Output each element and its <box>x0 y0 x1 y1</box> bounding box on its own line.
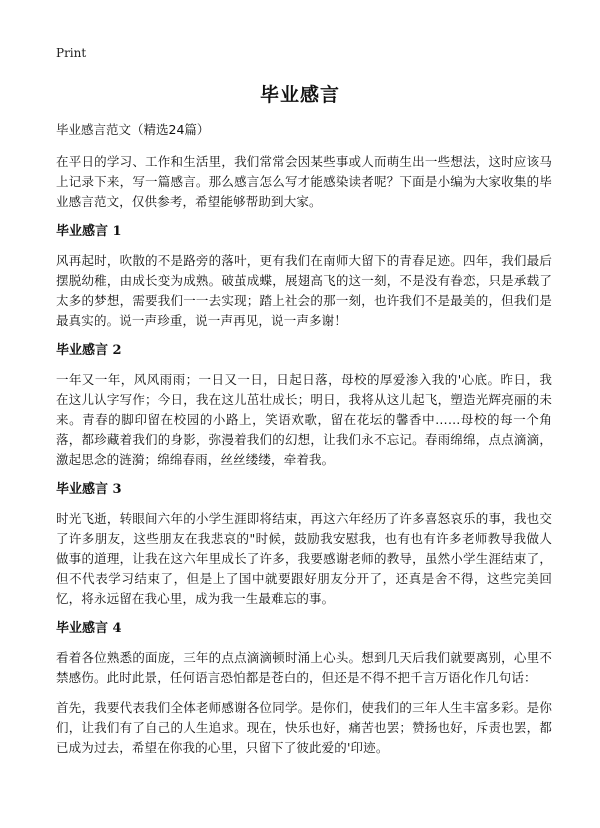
section-1 <box>56 222 552 331</box>
section-paragraph: 风再起时，吹散的不是路旁的落叶，更有我们在南师大留下的青春足迹。四年，我们最后摆脱幼稚，由成长变为成熟。破茧成蝶，展翅高飞的这一刻，不是没有眷恋，只是承载了太多的梦想，需要我们一一去实现；踏上社会的那一刻，也许我们不是最美的，但我们是最真实的。说一声珍重，说一声再见，说一声多谢！ <box>56 253 552 328</box>
intro-paragraph: 在平日的学习、工作和生活里，我们常常会因某些事或人而萌生出一些想法，这时应该马上记录下来，写一篇感言。那么感言怎么写才能感染读者呢？下面是小编为大家收集的毕业感言范文，仅供参考，希望能够帮助到大家。 <box>56 154 552 209</box>
section-3 <box>56 480 552 609</box>
document-body <box>56 120 552 768</box>
section-heading: 毕业感言 4 <box>56 621 122 636</box>
section-paragraph: 时光飞逝，转眼间六年的小学生涯即将结束，再这六年经历了许多喜怒哀乐的事，我也交了许多朋友，这些朋友在我悲哀的"时候，鼓励我安慰我，也有也有许多老师教导我做人做事的道理，让我在这六年里成长了许多，我要感谢老师的教导，虽然小学生涯结束了，但不代表学习结束了，但是上了国中就要跟好朋友分开了，还真是舍不得，这些完美回忆，将永远留在我心里，成为我一生最难忘的事。 <box>56 511 552 606</box>
page-title: 毕业感言 <box>259 84 340 106</box>
section-paragraph: 看着各位熟悉的面庞，三年的点点滴滴顿时涌上心头。想到几天后我们就要离别，心里不禁感伤。此时此景，任何语言恐怕都是苍白的，但还是不得不把千言万语化作几句话： <box>56 650 552 685</box>
document-subtitle: 毕业感言范文（精选24篇） <box>56 122 210 137</box>
section-paragraph: 一年又一年，风风雨雨；一日又一日，日起日落，母校的厚爱渗入我的'心底。昨日，我在这儿认字写作；今日，我在这儿茁壮成长；明日，我将从这儿起飞，塑造光辉亮丽的未来。青春的脚印留在校园的小路上，笑语欢歌，留在花坛的馨香中……母校的每一个角落，都珍藏着我们的身影，弥漫着我们的幻想，让我们永不忘记。春雨绵绵，点点滴滴，激起思念的涟漪；绵绵春雨，丝丝缕缕，牵着我。 <box>56 372 552 467</box>
section-paragraph: 首先，我要代表我们全体老师感谢各位同学。是你们，使我们的三年人生丰富多彩。是你们，让我们有了自己的人生追求。现在，快乐也好，痛苦也罢；赞扬也好，斥责也罢，都已成为过去，希望在你我的心里，只留下了彼此爱的'印迹。 <box>56 700 552 755</box>
print-label: Print <box>56 46 87 60</box>
section-heading: 毕业感言 2 <box>56 343 122 358</box>
section-heading: 毕业感言 1 <box>56 224 122 239</box>
section-4 <box>56 619 552 758</box>
section-heading: 毕业感言 3 <box>56 482 122 497</box>
section-2 <box>56 341 552 470</box>
